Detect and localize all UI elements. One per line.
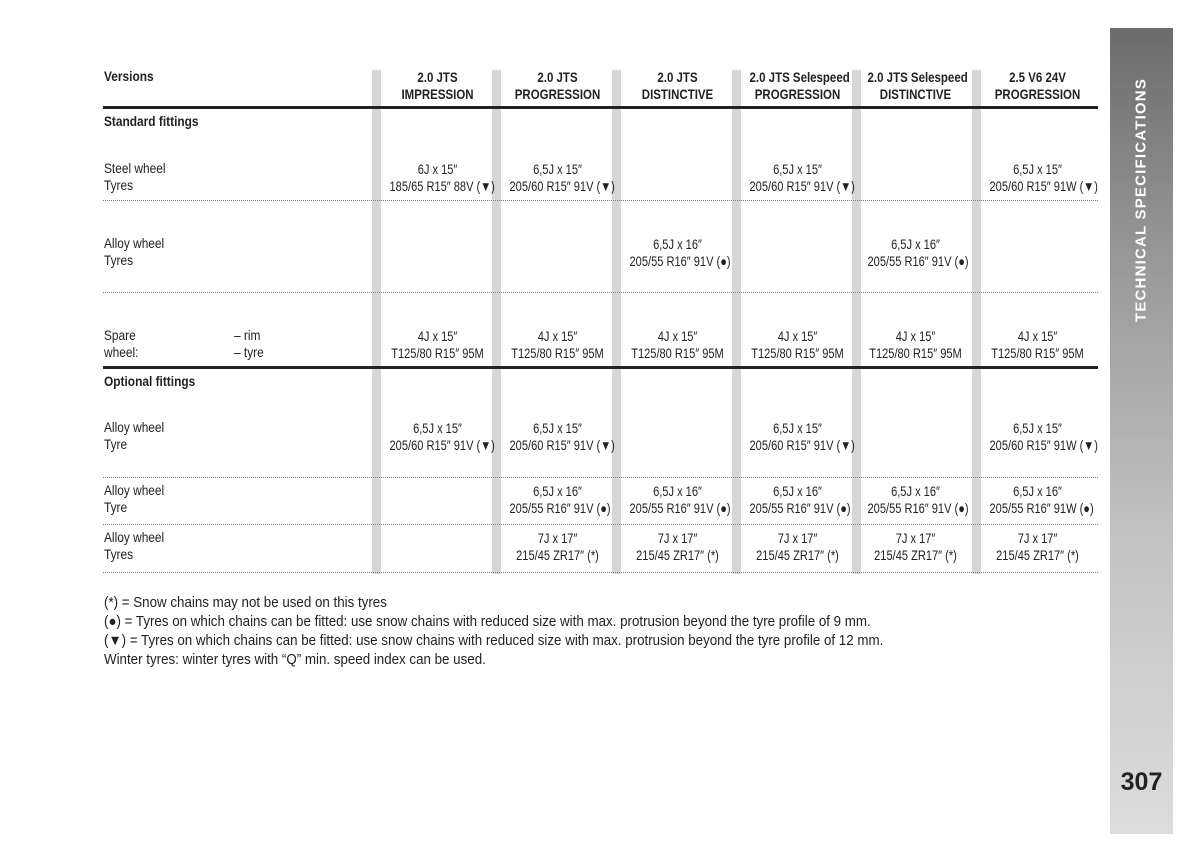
table-cell: 7J x 17″ 215/45 ZR17″ (*) xyxy=(756,531,839,563)
footnote: (▼) = Tyres on which chains can be fitted: use snow chains with reduced size with max. protrusion beyond the tyre profile of 12 mm. xyxy=(104,633,884,649)
table-cell: 6,5J x 15″ 205/60 R15″ 91W (▼) xyxy=(989,162,1098,194)
optional-fittings-title: Optional fittings xyxy=(104,373,196,389)
page-number: 307 xyxy=(1120,768,1163,796)
row-label: Alloy wheel Tyre xyxy=(104,419,165,452)
footnote: (●) = Tyres on which chains can be fitted: use snow chains with reduced size with max. protrusion beyond the tyre profile of 9 mm. xyxy=(104,614,871,630)
row-sublabel: – rim – tyre xyxy=(234,327,264,360)
column-bar xyxy=(372,70,381,574)
table-cell: 4J x 15″ T125/80 R15″ 95M xyxy=(391,329,484,361)
table-cell: 6,5J x 15″ 205/60 R15″ 91V (▼) xyxy=(749,421,855,453)
column-header: 2.5 V6 24V PROGRESSION xyxy=(994,69,1081,102)
row-divider xyxy=(103,200,1098,201)
row-divider xyxy=(103,292,1098,293)
standard-fittings-title: Standard fittings xyxy=(104,113,199,129)
section-title: TECHNICAL SPECIFICATIONS xyxy=(1132,77,1150,323)
table-cell: 7J x 17″ 215/45 ZR17″ (*) xyxy=(996,531,1079,563)
table-cell: 4J x 15″ T125/80 R15″ 95M xyxy=(751,329,844,361)
table-cell: 4J x 15″ T125/80 R15″ 95M xyxy=(869,329,962,361)
table-cell: 6,5J x 16″ 205/55 R16″ 91V (●) xyxy=(867,237,969,269)
column-header: 2.0 JTS PROGRESSION xyxy=(514,69,601,102)
column-header: 2.0 JTS Selespeed PROGRESSION xyxy=(749,69,850,102)
row-label: Spare wheel: xyxy=(104,327,139,360)
row-label: Alloy wheel Tyres xyxy=(104,529,165,562)
table-cell: 7J x 17″ 215/45 ZR17″ (*) xyxy=(636,531,719,563)
column-header: 2.0 JTS DISTINCTIVE xyxy=(641,69,714,102)
table-cell: 6,5J x 15″ 205/60 R15″ 91V (▼) xyxy=(509,421,615,453)
row-label: Alloy wheel Tyre xyxy=(104,482,165,515)
table-cell: 6,5J x 15″ 205/60 R15″ 91V (▼) xyxy=(509,162,615,194)
footnote: (*) = Snow chains may not be used on this tyres xyxy=(104,595,387,611)
header-rule xyxy=(103,106,1098,109)
table-cell: 6,5J x 16″ 205/55 R16″ 91V (●) xyxy=(509,484,611,516)
row-label: Alloy wheel Tyres xyxy=(104,235,165,268)
table-cell: 6,5J x 15″ 205/60 R15″ 91V (▼) xyxy=(389,421,495,453)
column-header: 2.0 JTS Selespeed DISTINCTIVE xyxy=(867,69,968,102)
row-label: Steel wheel Tyres xyxy=(104,160,166,193)
table-cell: 7J x 17″ 215/45 ZR17″ (*) xyxy=(874,531,957,563)
row-divider xyxy=(103,572,1098,573)
table-cell: 6,5J x 16″ 205/55 R16″ 91V (●) xyxy=(629,484,731,516)
table-cell: 7J x 17″ 215/45 ZR17″ (*) xyxy=(516,531,599,563)
table-cell: 6,5J x 15″ 205/60 R15″ 91V (▼) xyxy=(749,162,855,194)
table-cell: 4J x 15″ T125/80 R15″ 95M xyxy=(631,329,724,361)
table-cell: 6,5J x 16″ 205/55 R16″ 91V (●) xyxy=(867,484,969,516)
section-rule xyxy=(103,366,1098,369)
row-divider xyxy=(103,524,1098,525)
table-cell: 6,5J x 15″ 205/60 R15″ 91W (▼) xyxy=(989,421,1098,453)
row-divider xyxy=(103,477,1098,478)
table-cell: 6,5J x 16″ 205/55 R16″ 91V (●) xyxy=(749,484,851,516)
table-cell: 4J x 15″ T125/80 R15″ 95M xyxy=(991,329,1084,361)
table-cell: 4J x 15″ T125/80 R15″ 95M xyxy=(511,329,604,361)
table-cell: 6J x 15″ 185/65 R15″ 88V (▼) xyxy=(389,162,495,194)
column-header: 2.0 JTS IMPRESSION xyxy=(401,69,474,102)
table-cell: 6,5J x 16″ 205/55 R16″ 91W (●) xyxy=(989,484,1094,516)
footnotes xyxy=(104,594,951,670)
footnote: Winter tyres: winter tyres with “Q” min. speed index can be used. xyxy=(104,652,486,668)
versions-label: Versions xyxy=(104,68,154,84)
table-cell: 6,5J x 16″ 205/55 R16″ 91V (●) xyxy=(629,237,731,269)
